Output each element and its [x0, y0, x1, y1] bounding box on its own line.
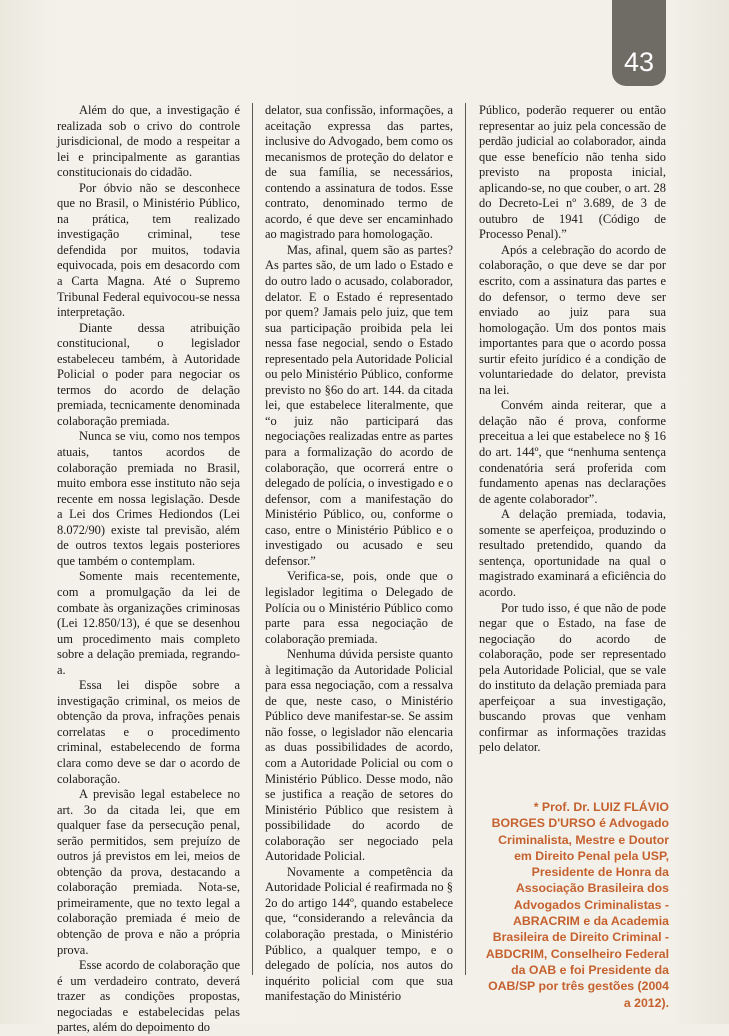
- column-divider: [252, 103, 253, 975]
- paragraph: A delação premiada, todavia, somente se aperfeiçoa, produzindo o resultado pretendido, quando da sentença, oportunidade na qual o magistrado examinará a eficiência do acordo.: [479, 507, 666, 599]
- paragraph: Convém ainda reiterar, que a delação não é prova, conforme preceitua a lei que estabelece no § 16 do art. 144º, que “nenhuma sentença condenatória será proferida com fundamento apenas nas declarações de agente colaborador”.: [479, 398, 666, 506]
- paragraph: Por tudo isso, é que não de pode negar que o Estado, na fase de negociação do acordo de colaboração, pode ser representado pela Autoridade Policial, que se vale do instituto da delação premiada para aperfeiçoar a sua investigação, buscando provas que venham confirmar as informações trazidas pelo delator.: [479, 600, 666, 755]
- paragraph: Além do que, a investigação é realizada sob o crivo do controle jurisdicional, de modo a respeitar a lei e principalmente as garantias constitucionais do cidadão.: [57, 103, 240, 180]
- page-number-badge: [612, 0, 666, 86]
- paragraph: Nunca se viu, como nos tempos atuais, tantos acordos de colaboração premiada no Brasil, muito embora esse instituto não seja recente em nossa legislação. Desde a Lei dos Crimes Hediondos (Lei 8.072/90) existe tal previsão, além de outros textos legais posteriores que também o contemplam.: [57, 429, 240, 568]
- paragraph: Após a celebração do acordo de colaboração, o que deve se dar por escrito, com a assinatura das partes e do defensor, o termo deve ser enviado ao juiz para sua homologação. Um dos pontos mais importantes para que o acordo possa surtir efeito jurídico é a condição de voluntariedade do delator, prevista na lei.: [479, 242, 666, 397]
- paragraph: Novamente a competência da Autoridade Policial é reafirmada no § 2o do artigo 144º, quando estabelece que, “considerando a relevância da colaboração prestada, o Ministério Público, a qualquer tempo, e o delegado de polícia, nos autos do inquérito policial com que sua manifestação do Ministério: [265, 864, 453, 1004]
- column-divider: [465, 103, 466, 975]
- paragraph: A previsão legal estabelece no art. 3o da citada lei, que em qualquer fase da persecução penal, serão permitidos, sem prejuízo de outros já previstos em lei, meios de obtenção da prova, destacando a colaboração premiada. Nota-se, primeiramente, que no texto legal a colaboração premiada é meio de obtenção de prova e não a própria prova.: [57, 787, 240, 957]
- paragraph: Essa lei dispõe sobre a investigação criminal, os meios de obtenção da prova, infrações penais correlatas e o procedimento criminal, estabelecendo de forma clara como deve se dar o acordo de colaboração.: [57, 678, 240, 786]
- paragraph: Esse acordo de colaboração que é um verdadeiro contrato, deverá trazer as condições propostas, negociadas e estabelecidas pelas partes, além do depoimento do: [57, 958, 240, 1035]
- paragraph: Público, poderão requerer ou então representar ao juiz pela concessão de perdão judicial ao colaborador, ainda que esse benefício não tenha sido previsto na proposta inicial, aplicando-se, no que couber, o art. 28 do Decreto-Lei nº 3.689, de 3 de outubro de 1941 (Código de Processo Penal).”: [479, 103, 666, 242]
- paragraph: Por óbvio não se desconhece que no Brasil, o Ministério Público, na prática, tem realizado investigação criminal, tese defendida por muitos, todavia equivocada, pois em desacordo com a Carta Magna. Até o Supremo Tribunal Federal equivocou-se nessa interpretação.: [57, 180, 240, 320]
- paragraph: Nenhuma dúvida persiste quanto à legitimação da Autoridade Policial para essa negociação, com a ressalva de que, neste caso, o Ministério Público deve manifestar-se. Se assim não fosse, o legislador não elencaria as duas possibilidades de acordo, com a Autoridade Policial ou com o Ministério Público. Desse modo, não se justifica a reação de setores do Ministério Público que resistem à possibilidade do acordo de colaboração ser negociado pela Autoridade Policial.: [265, 647, 453, 864]
- paragraph: Mas, afinal, quem são as partes? As partes são, de um lado o Estado e do outro lado o acusado, colaborador, delator. E o Estado é representado por quem? Jamais pelo juiz, que tem sua participação proibida pela lei nessa fase negocial, sendo o Estado representado pela Autoridade Policial ou pelo Ministério Público, conforme previsto no §6o do art. 144. da citada lei, que estabelece literalmente, que “o juiz não participará das negociações realizadas entre as partes para a formalização do acordo de colaboração, que ocorrerá entre o delegado de polícia, o investigado e o defensor, com a manifestação do Ministério Público, ou, conforme o caso, entre o Ministério Público e o investigado ou acusado e seu defensor.”: [265, 242, 453, 568]
- author-bio: * Prof. Dr. LUIZ FLÁVIO BORGES D'URSO é Advogado Criminalista, Mestre e Doutor em Direito Penal pela USP, Presidente de Honra da Associação Brasileira dos Advogados Criminalistas - ABRACRIM e da Academia Brasileira de Direito Criminal - ABDCRIM, Conselheiro Federal da OAB e foi Presidente da OAB/SP por três gestões (2004 a 2012).: [485, 800, 669, 1010]
- paragraph: Somente mais recentemente, com a promulgação da lei de combate às organizações criminosas (Lei 12.850/13), é que se desenhou um procedimento mais completo sobre a delação premiada, regrando-a.: [57, 569, 240, 677]
- paragraph: Verifica-se, pois, onde que o legislador legitima o Delegado de Polícia ou o Ministério Público como parte para essa negociação de colaboração premiada.: [265, 569, 453, 646]
- page-number: 43: [623, 47, 655, 77]
- article-column-1: [57, 103, 240, 1036]
- paragraph: delator, sua confissão, informações, a aceitação expressa das partes, inclusive do Advogado, bem como os mecanismos de proteção do delator e de sua família, se necessários, contendo a assinatura de todos. Esse contrato, denominado termo de acordo, é que deve ser encaminhado ao magistrado para homologação.: [265, 103, 453, 242]
- paragraph: Diante dessa atribuição constitucional, o legislador estabeleceu também, à Autoridade Policial o poder para negociar os termos do acordo de delação premiada, tecnicamente denominada colaboração premiada.: [57, 320, 240, 428]
- article-column-3: [479, 103, 666, 756]
- article-column-2: [265, 103, 453, 1005]
